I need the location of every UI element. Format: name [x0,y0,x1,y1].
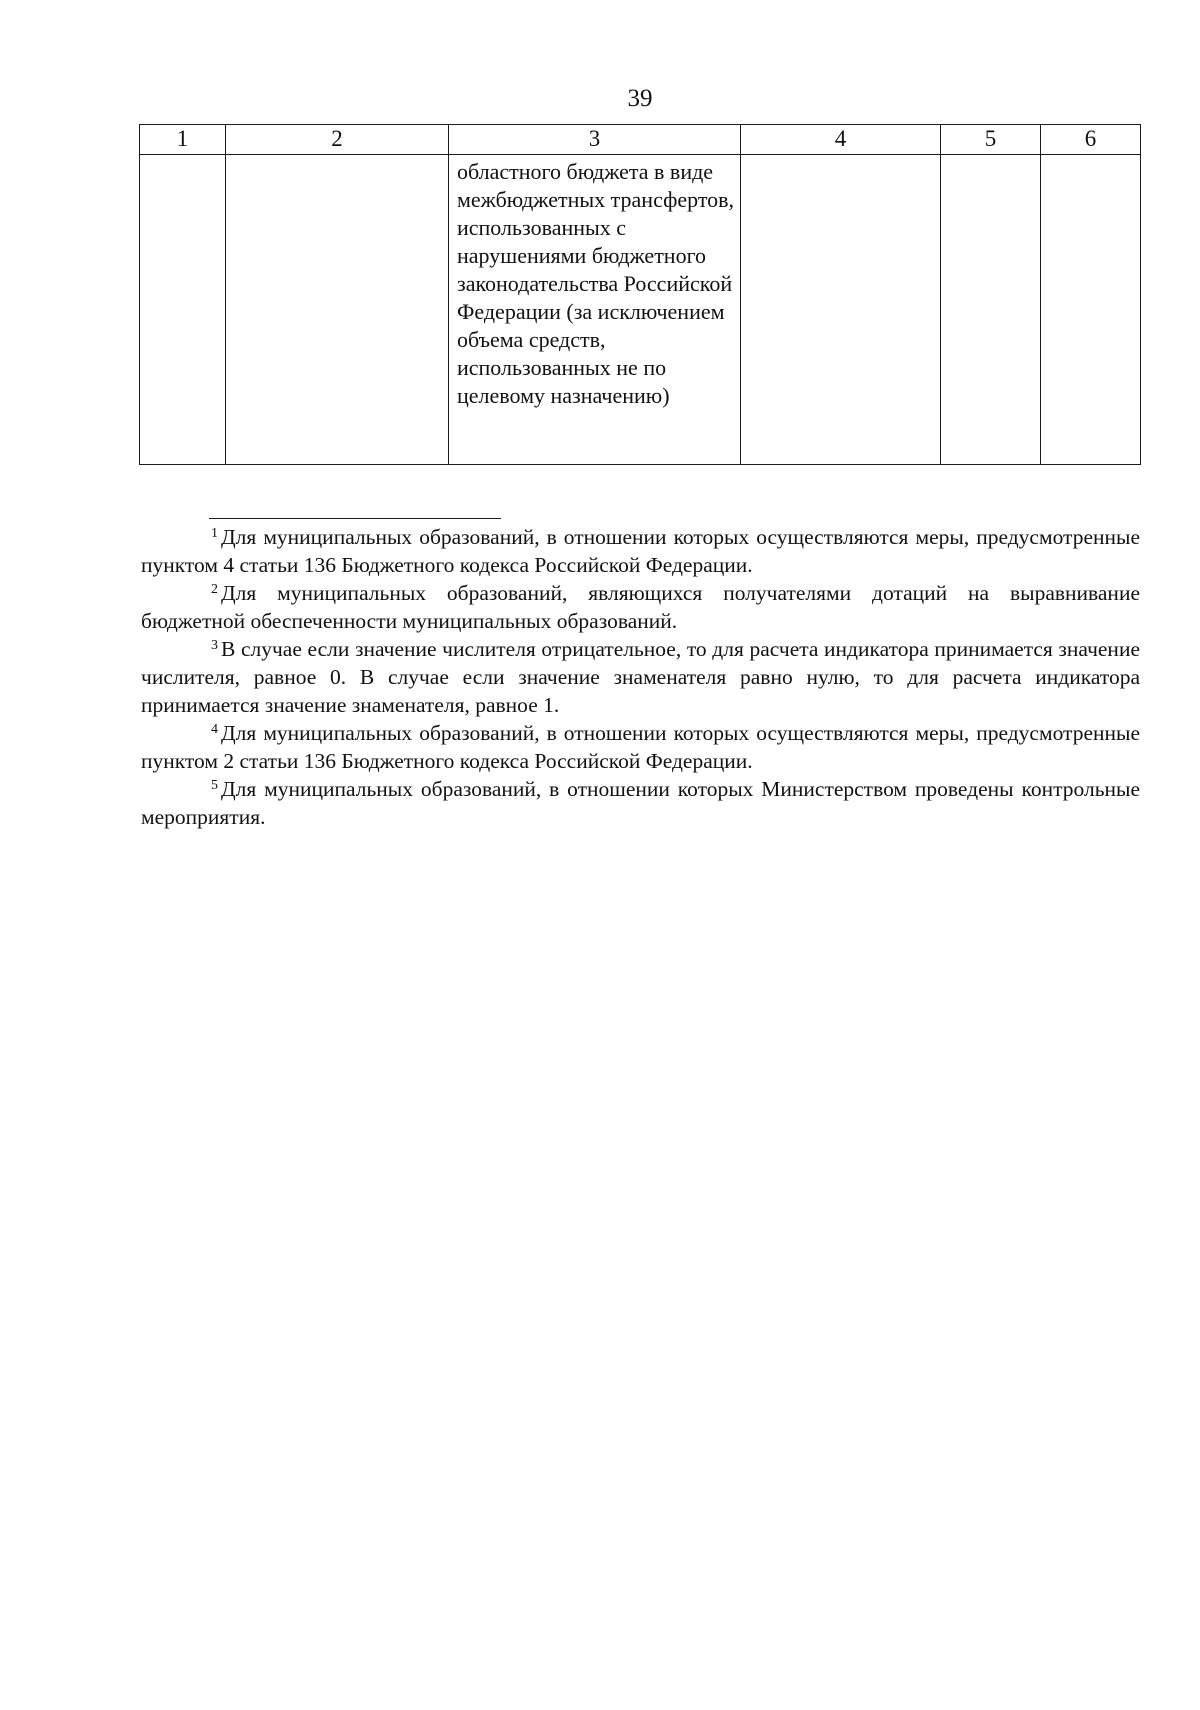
column-header-6: 6 [1041,125,1141,155]
footnote [141,579,1140,635]
footnote-text: В случае если значение числителя отрицательное, то для расчета индикатора принимается значение числителя, равное 0. В случае если значение знаменателя равно нулю, то для расчета индикатора принимается значение знаменателя, равное 1. [141,637,1140,717]
footnote-marker: 1 [211,526,218,541]
column-header-1: 1 [140,125,226,155]
page-number: 39 [627,85,653,112]
footnote-marker: 4 [211,722,218,737]
footnote-text: Для муниципальных образований, в отношении которых Министерством проведены контрольные мероприятия. [141,777,1140,829]
cell-text [741,155,940,158]
cell-text [140,155,225,158]
table-cell [941,155,1041,465]
column-header-3: 3 [449,125,741,155]
table-cell [226,155,449,465]
footnotes [141,523,1140,831]
footnote-marker: 2 [211,582,218,597]
footnote-text: Для муниципальных образований, в отношении которых осуществляются меры, предусмотренные пунктом 4 статьи 136 Бюджетного кодекса Российской Федерации. [141,525,1140,577]
footnote [141,775,1140,831]
table-row [140,155,1141,465]
footnote-text: Для муниципальных образований, являющихся получателями дотаций на выравнивание бюджетной обеспеченности муниципальных образований. [141,581,1140,633]
column-header-2: 2 [226,125,449,155]
footnote-separator [209,518,501,519]
indicator-table [139,124,1141,465]
cell-text [941,155,1040,158]
footnote-marker: 5 [211,778,218,793]
footnote [141,635,1140,719]
table-cell [140,155,226,465]
cell-text: областного бюджета в виде межбюджетных трансфертов, использованных с нарушениями бюджетного законодательства Российской Федерации (за исключением объема средств, использованных не по целевому назначению) [457,159,735,408]
column-header-4: 4 [741,125,941,155]
table-cell [449,155,741,465]
footnote [141,523,1140,579]
footnote [141,719,1140,775]
column-header-5: 5 [941,125,1041,155]
cell-text [226,155,448,158]
footnote-text: Для муниципальных образований, в отношении которых осуществляются меры, предусмотренные пунктом 2 статьи 136 Бюджетного кодекса Российской Федерации. [141,721,1140,773]
table-header-row [140,125,1141,155]
table-cell [1041,155,1141,465]
table-cell [741,155,941,465]
footnote-marker: 3 [211,638,218,653]
cell-text [1041,155,1140,158]
